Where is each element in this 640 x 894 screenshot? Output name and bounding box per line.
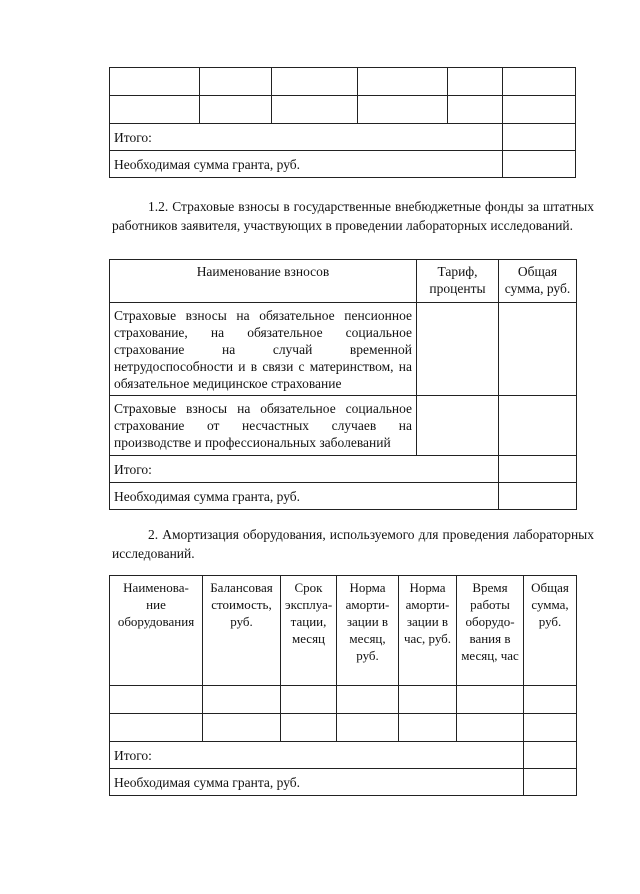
table-row — [110, 96, 576, 124]
header-total-sum: Общая сумма, руб. — [524, 576, 577, 686]
section-1-2-text: 1.2. Страховые взносы в государственные внебюджетные фонды за штатных работников заявителя, участвующих в проведении лабораторных исследований. — [112, 199, 594, 233]
grant-sum-row — [110, 483, 577, 510]
grant-sum-label: Необходимая сумма гранта, руб. — [110, 769, 524, 796]
header-equipment-name: Наименова-ние оборудования — [110, 576, 203, 686]
header-service-life: Срок эксплуа-тации, месяц — [281, 576, 337, 686]
row-accident-insurance: Страховые взносы на обязательное социальное страхование от несчастных случаев на производстве и профессиональных заболеваний — [110, 396, 417, 456]
total-row — [110, 124, 576, 151]
table-row — [110, 396, 577, 456]
table-row — [110, 68, 576, 96]
total-label: Итого: — [110, 124, 503, 151]
grant-sum-label: Необходимая сумма гранта, руб. — [110, 483, 499, 510]
section-2-text: 2. Амортизация оборудования, используемого для проведения лабораторных исследований. — [112, 527, 594, 561]
grant-sum-row — [110, 151, 576, 178]
header-balance-value: Балансовая стоимость, руб. — [203, 576, 281, 686]
total-label: Итого: — [110, 456, 499, 483]
table-equipment-depreciation — [109, 575, 577, 796]
table-row — [110, 303, 577, 396]
grant-sum-label: Необходимая сумма гранта, руб. — [110, 151, 503, 178]
total-row — [110, 456, 577, 483]
total-label: Итого: — [110, 742, 524, 769]
table-header-row — [110, 260, 577, 303]
row-pension-insurance: Страховые взносы на обязательное пенсионное страхование, на обязательное социальное страхование на случай временной нетрудоспособности и в связи с материнством, на обязательное медицинское страхование — [110, 303, 417, 396]
total-row — [110, 742, 577, 769]
table-header-row — [110, 576, 577, 686]
table-row — [110, 714, 577, 742]
grant-sum-row — [110, 769, 577, 796]
header-contribution-name: Наименование взносов — [110, 260, 417, 303]
table-equipment-continued — [109, 67, 576, 178]
header-operation-time: Время работы оборудо-вания в месяц, час — [457, 576, 524, 686]
header-depreciation-month: Норма аморти-зации в месяц, руб. — [337, 576, 399, 686]
table-row — [110, 686, 577, 714]
header-tariff: Тариф, проценты — [417, 260, 499, 303]
header-total-sum: Общая сумма, руб. — [499, 260, 577, 303]
table-insurance-contributions — [109, 259, 577, 510]
header-depreciation-hour: Норма аморти-зации в час, руб. — [399, 576, 457, 686]
